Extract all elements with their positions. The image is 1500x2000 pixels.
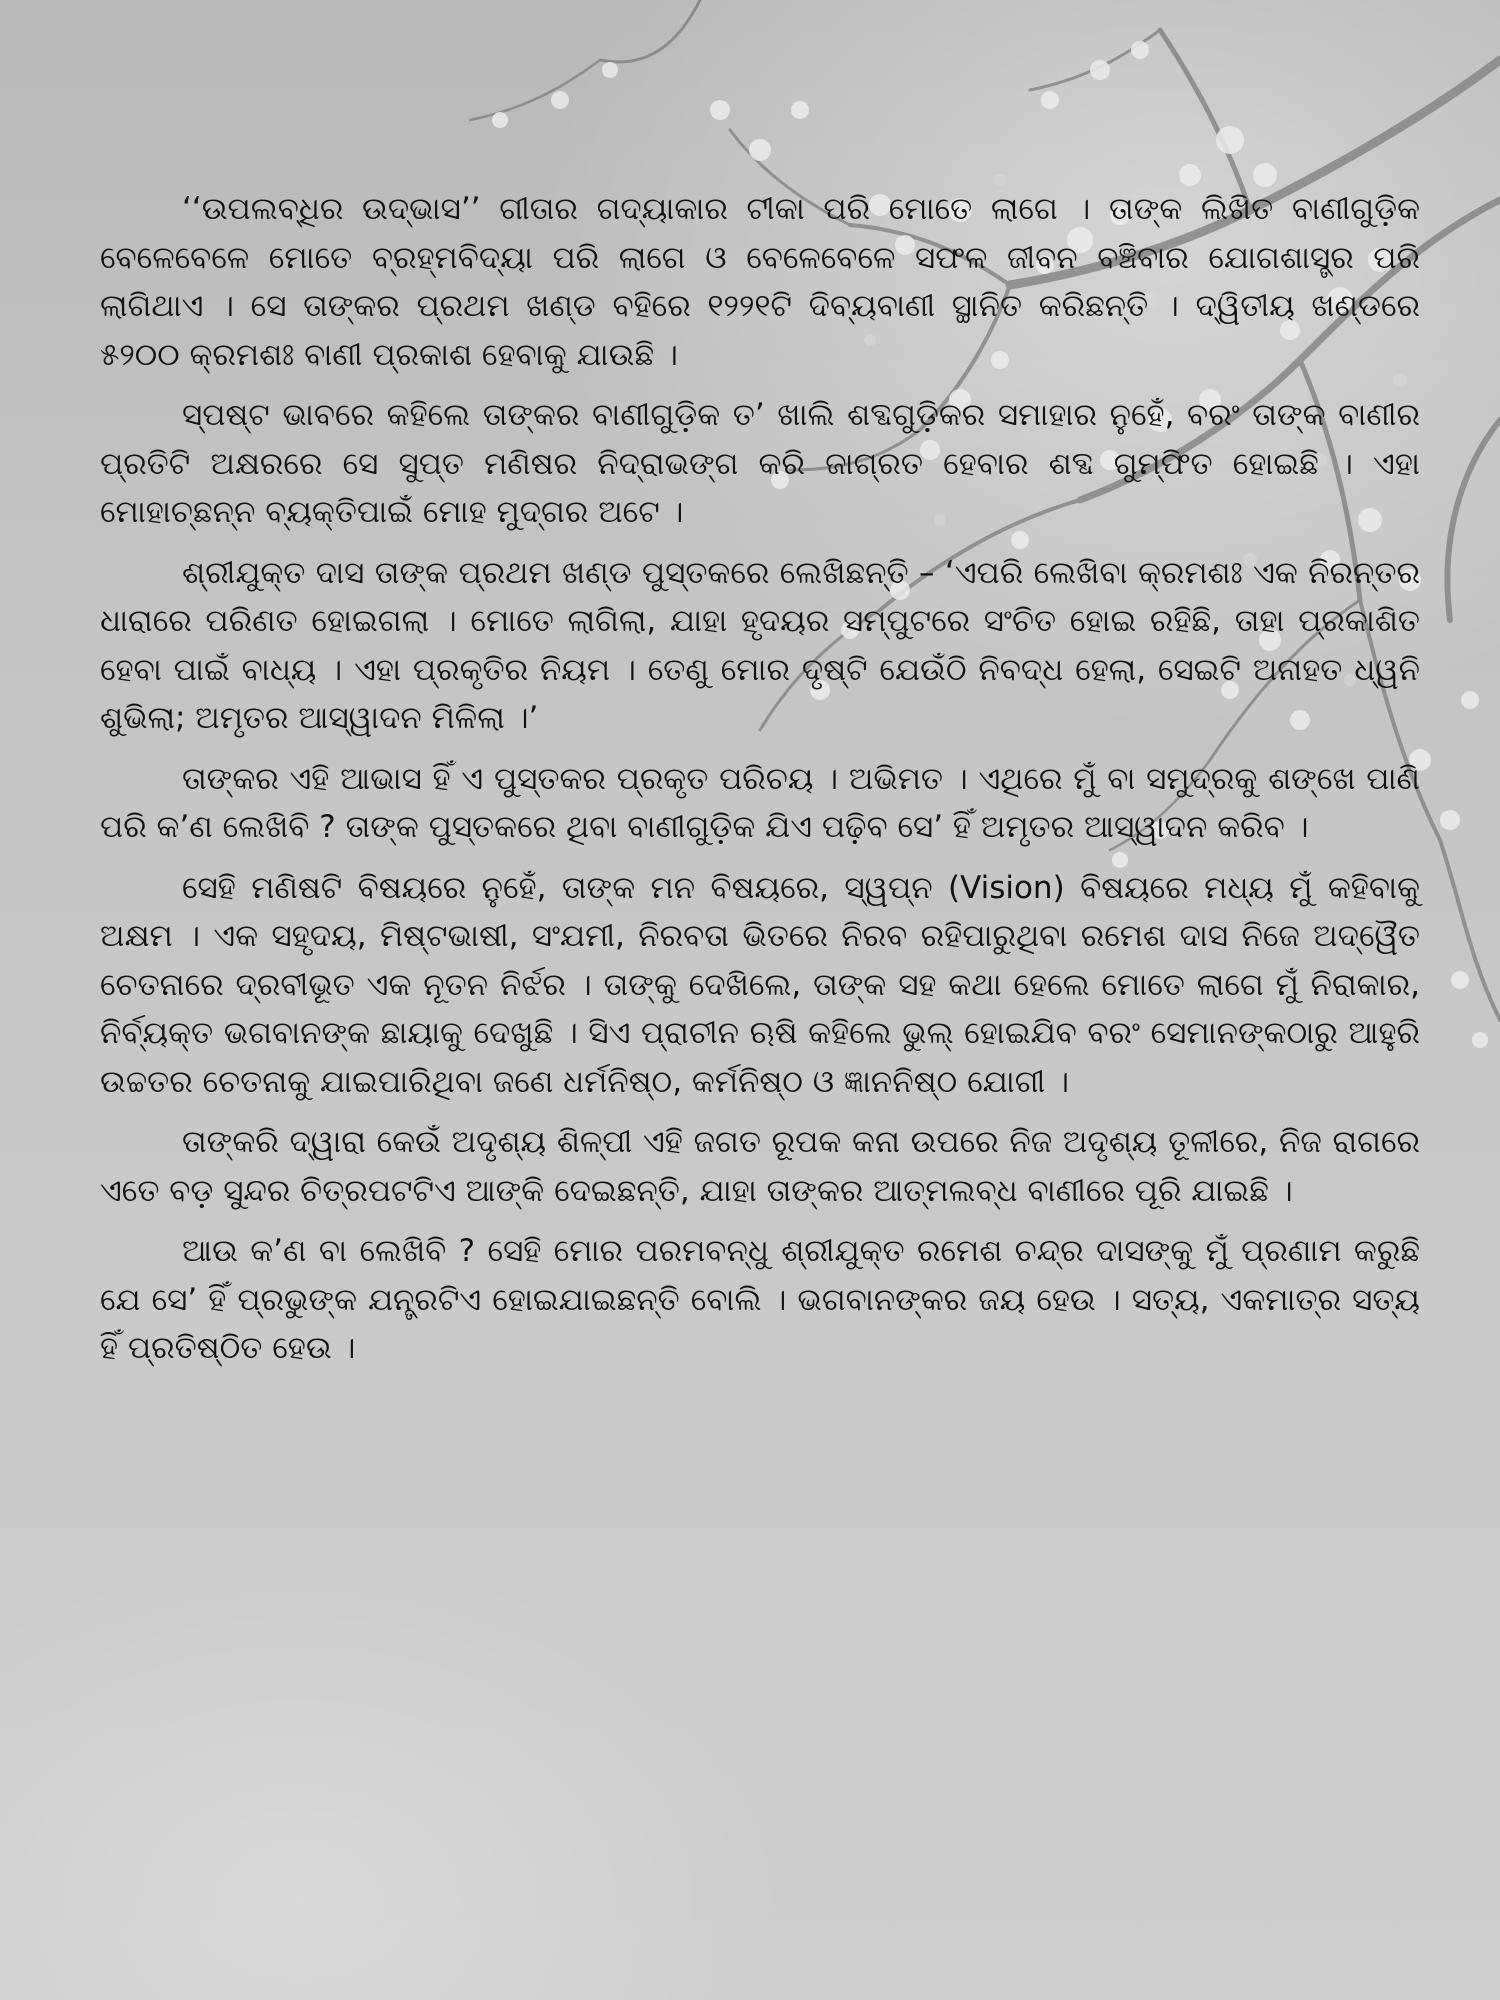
paragraph-6: ତାଙ୍କରି ଦ୍ୱାରା କେଉଁ ଅଦୃଶ୍ୟ ଶିଳ୍ପୀ ଏହି ଜଗତ ରୂପକ କନା ଉପରେ ନିଜ ଅଦୃଶ୍ୟ ତୂଳୀରେ, ନିଜ ରାଗରେ ଏତେ ବଡ଼ ସୁନ୍ଦର ଚିତ୍ରପଟଟିଏ ଆଙ୍କି ଦେଇଛନ୍ତି, ଯାହା ତାଙ୍କର ଆତ୍ମଲବ୍ଧ ବାଣୀରେ ପୂରି ଯାଇଛି । [100, 1124, 1420, 1209]
paragraph-1: ‘‘ଉପଲବ୍ଧିର ଉଦ୍ଭାସ’’ ଗୀତାର ଗଦ୍ୟାକାର ଟୀକା ପରି ମୋତେ ଲାଗେ । ତାଙ୍କ ଲିଖିତ ବାଣୀଗୁଡ଼ିକ ବେଳେବେଳେ ମୋତେ ବ୍ରହ୍ମବିଦ୍ୟା ପରି ଲାଗେ ଓ ବେଳେବେଳେ ସଫଳ ଜୀବନ ବଞ୍ଚିବାର ଯୋଗଶାସ୍ତ୍ର ପରି ଲାଗିଥାଏ । ସେ ତାଙ୍କର ପ୍ରଥମ ଖଣ୍ଡ ବହିରେ ୧୨୨୧ଟି ଦିବ୍ୟବାଣୀ ସ୍ଥାନିତ କରିଛନ୍ତି । ଦ୍ୱିତୀୟ ଖଣ୍ଡରେ ୫୨୦୦ କ୍ରମଶଃ ବାଣୀ ପ୍ରକାଶ ହେବାକୁ ଯାଉଛି । [100, 191, 1420, 373]
paragraph-4: ତାଙ୍କର ଏହି ଆଭାସ ହିଁ ଏ ପୁସ୍ତକର ପ୍ରକୃତ ପରିଚୟ । ଅଭିମତ । ଏଥିରେ ମୁଁ ବା ସମୁଦ୍ରକୁ ଶଙ୍ଖେ ପାଣି ପରି କ’ଣ ଲେଖିବି ? ତାଙ୍କ ପୁସ୍ତକରେ ଥିବା ବାଣୀଗୁଡ଼ିକ ଯିଏ ପଢ଼ିବ ସେ’ ହିଁ ଅମୃତର ଆସ୍ୱାଦନ କରିବ । [100, 760, 1420, 845]
paragraph-2: ସ୍ପଷ୍ଟ ଭାବରେ କହିଲେ ତାଙ୍କର ବାଣୀଗୁଡ଼ିକ ତ’ ଖାଲି ଶବ୍ଦଗୁଡ଼ିକର ସମାହାର ନୁହେଁ, ବରଂ ତାଙ୍କ ବାଣୀର ପ୍ରତିଟି ଅକ୍ଷରରେ ସେ ସୁପ୍ତ ମଣିଷର ନିଦ୍ରାଭଙ୍ଗ କରି ଜାଗ୍ରତ ହେବାର ଶବ୍ଦ ଗୁମ୍ଫିତ ହୋଇଛି । ଏହା ମୋହାଚ୍ଛନ୍ନ ବ୍ୟକ୍ତିପାଇଁ ମୋହ ମୁଦ୍‌ଗର ଅଟେ । [100, 397, 1420, 530]
paragraph-3: ଶ୍ରୀଯୁକ୍ତ ଦାସ ତାଙ୍କ ପ୍ରଥମ ଖଣ୍ଡ ପୁସ୍ତକରେ ଲେଖିଛନ୍ତି – ‘ଏପରି ଲେଖିବା କ୍ରମଶଃ ଏକ ନିରନ୍ତର ଧାରାରେ ପରିଣତ ହୋଇଗଲା । ମୋତେ ଲାଗିଲା, ଯାହା ହୃଦୟର ସମ୍ପୁଟରେ ସଂଚିତ ହୋଇ ରହିଛି, ତାହା ପ୍ରକାଶିତ ହେବା ପାଇଁ ବାଧ୍ୟ । ଏହା ପ୍ରକୃତିର ନିୟମ । ତେଣୁ ମୋର ଦୃଷ୍ଟି ଯେଉଁଠି ନିବଦ୍ଧ ହେଲା, ସେଇଟି ଅନାହତ ଧ୍ୱନି ଶୁଭିଲା; ଅମୃତର ଆସ୍ୱାଦନ ମିଳିଲା ।’ [100, 554, 1420, 736]
paragraph-7: ଆଉ କ’ଣ ବା ଲେଖିବି ? ସେହି ମୋର ପରମବନ୍ଧୁ ଶ୍ରୀଯୁକ୍ତ ରମେଶ ଚନ୍ଦ୍ର ଦାସଙ୍କୁ ମୁଁ ପ୍ରଣାମ କରୁଛି ଯେ ସେ’ ହିଁ ପ୍ରଭୁଙ୍କ ଯନ୍ତ୍ରଟିଏ ହୋଇଯାଇଛନ୍ତି ବୋଲି । ଭଗବାନଙ୍କର ଜୟ ହେଉ । ସତ୍ୟ, ଏକମାତ୍ର ସତ୍ୟ ହିଁ ପ୍ରତିଷ୍ଠିତ ହେଉ । [100, 1233, 1420, 1366]
paragraph-5: ସେହି ମଣିଷଟି ବିଷୟରେ ନୁହେଁ, ତାଙ୍କ ମନ ବିଷୟରେ, ସ୍ୱପ୍ନ (Vision) ବିଷୟରେ ମଧ୍ୟ ମୁଁ କହିବାକୁ ଅକ୍ଷମ । ଏକ ସହୃଦୟ, ମିଷ୍ଟଭାଷୀ, ସଂଯମୀ, ନିରବତା ଭିତରେ ନିରବ ରହିପାରୁଥିବା ରମେଶ ଦାସ ନିଜେ ଅଦ୍ୱୈତ ଚେତନାରେ ଦ୍ରବୀଭୂତ ଏକ ନୂତନ ନିର୍ଝର । ତାଙ୍କୁ ଦେଖିଲେ, ତାଙ୍କ ସହ କଥା ହେଲେ ମୋତେ ଲାଗେ ମୁଁ ନିରାକାର, ନିର୍ବ୍ୟକ୍ତ ଭଗବାନଙ୍କ ଛାୟାକୁ ଦେଖୁଛି । ସିଏ ପ୍ରାଚୀନ ଋଷି କହିଲେ ଭୁଲ୍ ହୋଇଯିବ ବରଂ ସେମାନଙ୍କଠାରୁ ଆହୁରି ଉଚ୍ଚତର ଚେତନାକୁ ଯାଇପାରିଥିବା ଜଣେ ଧର୍ମନିଷ୍ଠ, କର୍ମନିଷ୍ଠ ଓ ଜ୍ଞାନନିଷ୍ଠ ଯୋଗୀ । [100, 869, 1420, 1100]
foreword-text [100, 185, 1420, 1373]
